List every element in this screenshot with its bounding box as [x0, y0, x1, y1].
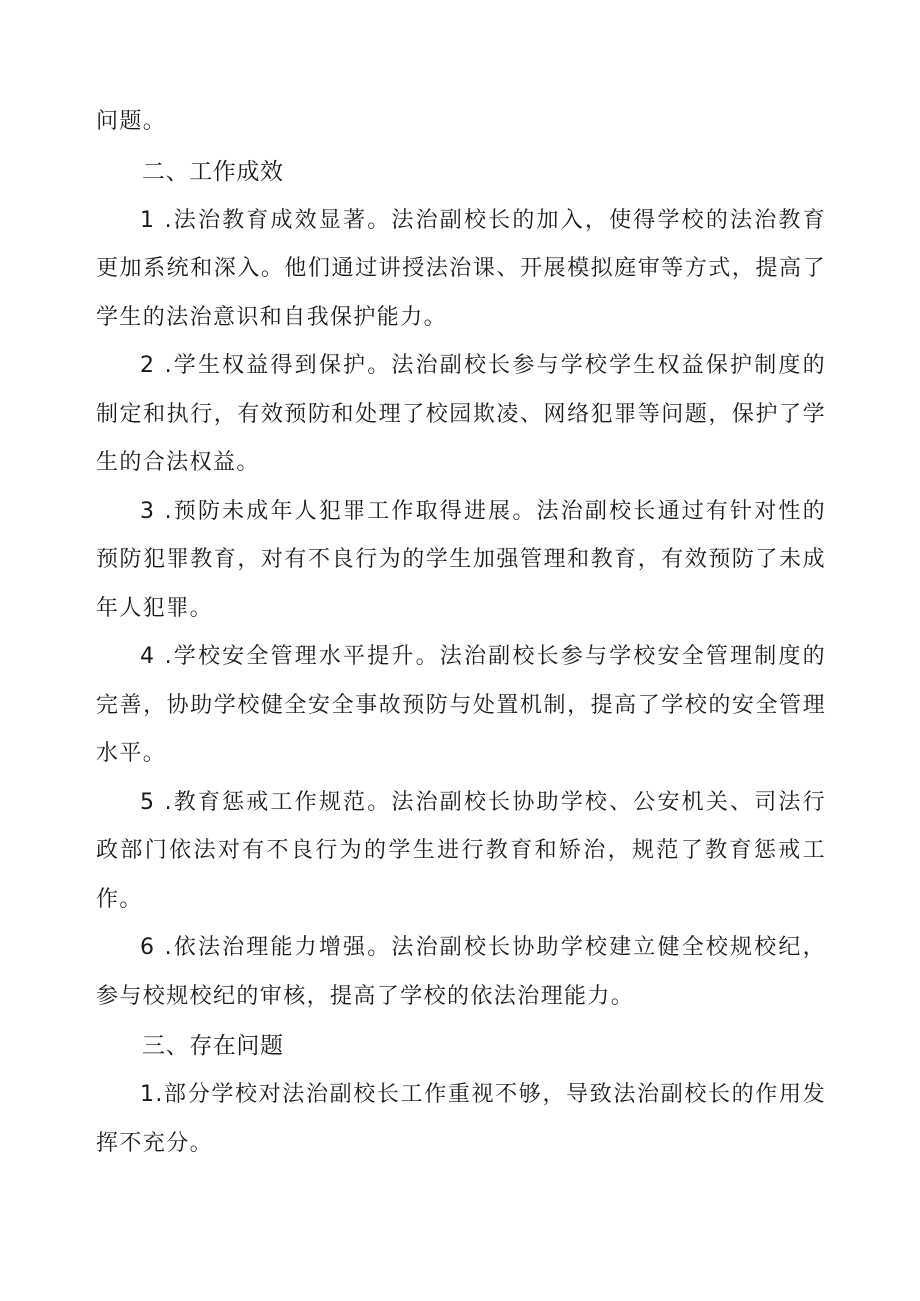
achievement-item-5: 5 .教育惩戒工作规范。法治副校长协助学校、公安机关、司法行政部门依法对有不良行为的学生进行教育和矫治，规范了教育惩戒工作。: [96, 789, 826, 912]
section-heading-problems: 三、存在问题: [142, 1033, 284, 1059]
achievement-item-2: 2 .学生权益得到保护。法治副校长参与学校学生权益保护制度的制定和执行，有效预防和处理了校园欺凌、网络犯罪等问题，保护了学生的合法权益。: [96, 353, 826, 475]
achievement-item-3: 3 .预防未成年人犯罪工作取得进展。法治副校长通过有针对性的预防犯罪教育，对有不良行为的学生加强管理和教育，有效预防了未成年人犯罪。: [96, 498, 826, 621]
achievement-item-1: 1 .法治教育成效显著。法治副校长的加入，使得学校的法治教育更加系统和深入。他们通过讲授法治课、开展模拟庭审等方式，提高了学生的法治意识和自我保护能力。: [96, 207, 826, 330]
achievement-item-6: 6 .依法治理能力增强。法治副校长协助学校建立健全校规校纪，参与校规校纪的审核，提高了学校的依法治理能力。: [96, 935, 826, 1009]
problem-item-1: 1.部分学校对法治副校长工作重视不够，导致法治副校长的作用发挥不充分。: [96, 1082, 826, 1156]
document-body: [96, 98, 826, 1168]
section-heading-achievements: 二、工作成效: [142, 158, 284, 185]
opening-fragment: 问题。: [96, 109, 167, 134]
achievement-item-4: 4 .学校安全管理水平提升。法治副校长参与学校安全管理制度的完善，协助学校健全安全事故预防与处置机制，提高了学校的安全管理水平。: [96, 644, 826, 766]
